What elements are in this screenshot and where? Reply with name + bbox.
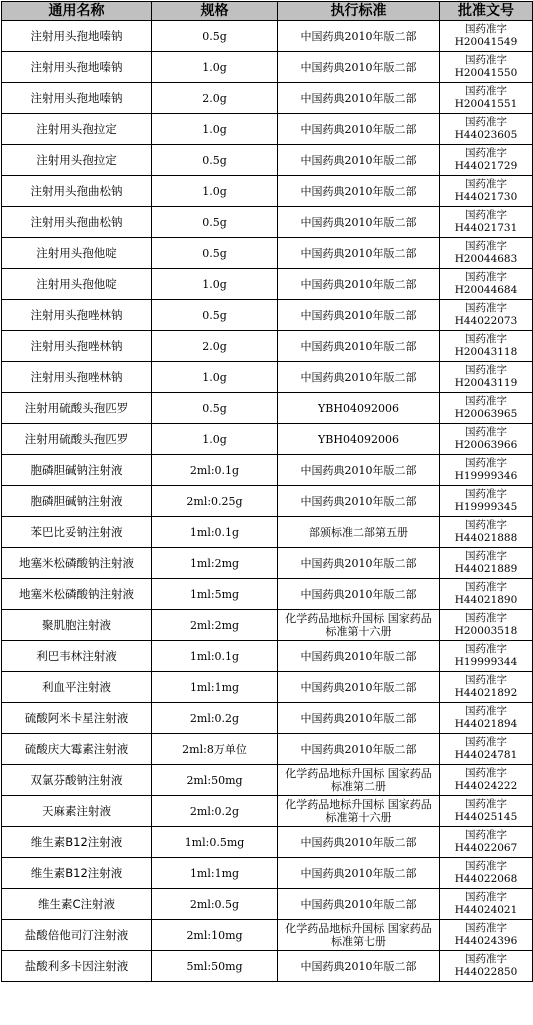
approval-prefix: 国药准字	[465, 178, 507, 190]
specification-cell: 1ml:0.5mg	[152, 827, 278, 858]
standard-cell: 中国药典2010年版二部	[278, 176, 440, 207]
generic-name-cell: 维生素B12注射液	[2, 858, 152, 889]
generic-name-cell: 注射用头孢地嗪钠	[2, 83, 152, 114]
generic-name-cell: 苯巴比妥钠注射液	[2, 517, 152, 548]
specification-cell: 1ml:0.1g	[152, 517, 278, 548]
header-row	[2, 2, 533, 21]
approval-code: H44022850	[454, 966, 518, 978]
specification-cell: 2.0g	[152, 83, 278, 114]
approval-number-cell	[440, 83, 533, 114]
approval-code: H19999346	[454, 470, 518, 482]
table-row	[2, 269, 533, 300]
approval-prefix: 国药准字	[465, 612, 507, 624]
table-row	[2, 114, 533, 145]
approval-code: H44022073	[454, 315, 518, 327]
approval-code: H20003518	[454, 625, 518, 637]
approval-prefix: 国药准字	[465, 147, 507, 159]
approval-number-cell	[440, 393, 533, 424]
standard-cell: 化学药品地标升国标 国家药品标准第十六册	[278, 610, 440, 641]
specification-cell: 1.0g	[152, 362, 278, 393]
generic-name-cell: 盐酸倍他司汀注射液	[2, 920, 152, 951]
approval-prefix: 国药准字	[465, 302, 507, 314]
approval-number-cell	[440, 238, 533, 269]
approval-prefix: 国药准字	[465, 798, 507, 810]
approval-number-cell	[440, 207, 533, 238]
specification-cell: 2ml:8万单位	[152, 734, 278, 765]
approval-code: H44021731	[454, 222, 518, 234]
standard-cell: 中国药典2010年版二部	[278, 858, 440, 889]
approval-prefix: 国药准字	[465, 550, 507, 562]
standard-cell: 中国药典2010年版二部	[278, 455, 440, 486]
table-row	[2, 52, 533, 83]
approval-number-cell	[440, 858, 533, 889]
specification-cell: 0.5g	[152, 145, 278, 176]
approval-code: H19999344	[454, 656, 518, 668]
approval-number-cell	[440, 672, 533, 703]
specification-cell: 2ml:0.25g	[152, 486, 278, 517]
approval-code: H44021730	[454, 191, 518, 203]
approval-code: H44021892	[454, 687, 518, 699]
approval-number-cell	[440, 300, 533, 331]
approval-code: H20063966	[454, 439, 518, 451]
table-row	[2, 765, 533, 796]
table-row	[2, 920, 533, 951]
approval-code: H44024396	[454, 935, 518, 947]
approval-number-cell	[440, 889, 533, 920]
approval-code: H44022068	[454, 873, 518, 885]
generic-name-cell: 聚肌胞注射液	[2, 610, 152, 641]
standard-cell: 中国药典2010年版二部	[278, 83, 440, 114]
approval-code: H20041549	[454, 36, 518, 48]
approval-code: H44024781	[454, 749, 518, 761]
approval-code: H20044683	[454, 253, 518, 265]
table-row	[2, 145, 533, 176]
approval-code: H20041550	[454, 67, 518, 79]
approval-number-cell	[440, 579, 533, 610]
specification-cell: 1ml:1mg	[152, 858, 278, 889]
specification-cell: 1ml:0.1g	[152, 641, 278, 672]
table-body	[2, 21, 533, 982]
table-row	[2, 517, 533, 548]
approval-code: H20041551	[454, 98, 518, 110]
generic-name-cell: 注射用头孢拉定	[2, 145, 152, 176]
specification-cell: 2ml:0.5g	[152, 889, 278, 920]
generic-name-cell: 天麻素注射液	[2, 796, 152, 827]
table-row	[2, 889, 533, 920]
table-row	[2, 951, 533, 982]
standard-cell: 中国药典2010年版二部	[278, 641, 440, 672]
standard-cell: 中国药典2010年版二部	[278, 672, 440, 703]
table-row	[2, 486, 533, 517]
table-row	[2, 610, 533, 641]
approval-prefix: 国药准字	[465, 581, 507, 593]
generic-name-cell: 地塞米松磷酸钠注射液	[2, 579, 152, 610]
table-row	[2, 331, 533, 362]
table-row	[2, 207, 533, 238]
specification-cell: 2ml:0.1g	[152, 455, 278, 486]
generic-name-cell: 双氯芬酸钠注射液	[2, 765, 152, 796]
approval-code: H20043119	[454, 377, 518, 389]
standard-cell: 部颁标准二部第五册	[278, 517, 440, 548]
standard-cell: 中国药典2010年版二部	[278, 145, 440, 176]
approval-prefix: 国药准字	[465, 209, 507, 221]
approval-code: H44021729	[454, 160, 518, 172]
standard-cell: 中国药典2010年版二部	[278, 579, 440, 610]
specification-cell: 2ml:0.2g	[152, 796, 278, 827]
table-row	[2, 176, 533, 207]
standard-cell: 中国药典2010年版二部	[278, 889, 440, 920]
standard-cell: 中国药典2010年版二部	[278, 362, 440, 393]
generic-name-cell: 利巴韦林注射液	[2, 641, 152, 672]
approval-prefix: 国药准字	[465, 519, 507, 531]
generic-name-cell: 注射用头孢他啶	[2, 238, 152, 269]
approval-prefix: 国药准字	[465, 922, 507, 934]
generic-name-cell: 注射用头孢唑林钠	[2, 362, 152, 393]
table-row	[2, 734, 533, 765]
table-row	[2, 424, 533, 455]
approval-number-cell	[440, 641, 533, 672]
approval-number-cell	[440, 176, 533, 207]
standard-cell: 化学药品地标升国标 国家药品标准第二册	[278, 765, 440, 796]
approval-number-cell	[440, 827, 533, 858]
approval-code: H44025145	[454, 811, 518, 823]
table-row	[2, 238, 533, 269]
generic-name-cell: 注射用硫酸头孢匹罗	[2, 393, 152, 424]
approval-prefix: 国药准字	[465, 643, 507, 655]
generic-name-cell: 硫酸阿米卡星注射液	[2, 703, 152, 734]
approval-number-cell	[440, 21, 533, 52]
approval-number-cell	[440, 331, 533, 362]
standard-cell: 中国药典2010年版二部	[278, 734, 440, 765]
approval-prefix: 国药准字	[465, 333, 507, 345]
standard-cell: 中国药典2010年版二部	[278, 21, 440, 52]
table-row	[2, 827, 533, 858]
approval-code: H44021889	[454, 563, 518, 575]
specification-cell: 0.5g	[152, 238, 278, 269]
approval-prefix: 国药准字	[465, 271, 507, 283]
specification-cell: 1ml:5mg	[152, 579, 278, 610]
specification-cell: 0.5g	[152, 300, 278, 331]
standard-cell: 中国药典2010年版二部	[278, 52, 440, 83]
approval-code: H44024222	[454, 780, 518, 792]
approval-number-cell	[440, 362, 533, 393]
standard-cell: 化学药品地标升国标 国家药品标准第七册	[278, 920, 440, 951]
table-row	[2, 579, 533, 610]
generic-name-cell: 维生素C注射液	[2, 889, 152, 920]
standard-cell: 中国药典2010年版二部	[278, 548, 440, 579]
standard-cell: 中国药典2010年版二部	[278, 207, 440, 238]
approval-number-cell	[440, 548, 533, 579]
approval-number-cell	[440, 145, 533, 176]
standard-cell: 中国药典2010年版二部	[278, 238, 440, 269]
generic-name-cell: 胞磷胆碱钠注射液	[2, 486, 152, 517]
approval-prefix: 国药准字	[465, 891, 507, 903]
approval-number-cell	[440, 424, 533, 455]
approval-code: H44021890	[454, 594, 518, 606]
approval-number-cell	[440, 455, 533, 486]
approval-number-cell	[440, 486, 533, 517]
table-row	[2, 455, 533, 486]
approval-code: H44021894	[454, 718, 518, 730]
approval-code: H44023605	[454, 129, 518, 141]
standard-cell: 中国药典2010年版二部	[278, 827, 440, 858]
header-specification: 规格	[152, 2, 278, 21]
drug-approval-table	[1, 1, 533, 982]
generic-name-cell: 维生素B12注射液	[2, 827, 152, 858]
standard-cell: 中国药典2010年版二部	[278, 269, 440, 300]
generic-name-cell: 注射用头孢曲松钠	[2, 176, 152, 207]
approval-number-cell	[440, 703, 533, 734]
generic-name-cell: 注射用硫酸头孢匹罗	[2, 424, 152, 455]
generic-name-cell: 地塞米松磷酸钠注射液	[2, 548, 152, 579]
specification-cell: 1.0g	[152, 269, 278, 300]
specification-cell: 2ml:10mg	[152, 920, 278, 951]
standard-cell: 中国药典2010年版二部	[278, 331, 440, 362]
standard-cell: 中国药典2010年版二部	[278, 703, 440, 734]
approval-prefix: 国药准字	[465, 767, 507, 779]
approval-prefix: 国药准字	[465, 705, 507, 717]
specification-cell: 2ml:0.2g	[152, 703, 278, 734]
table-row	[2, 300, 533, 331]
approval-prefix: 国药准字	[465, 23, 507, 35]
approval-number-cell	[440, 517, 533, 548]
generic-name-cell: 注射用头孢唑林钠	[2, 300, 152, 331]
header-standard: 执行标准	[278, 2, 440, 21]
specification-cell: 1ml:2mg	[152, 548, 278, 579]
specification-cell: 1.0g	[152, 52, 278, 83]
approval-prefix: 国药准字	[465, 674, 507, 686]
standard-cell: 中国药典2010年版二部	[278, 114, 440, 145]
specification-cell: 2ml:50mg	[152, 765, 278, 796]
table-row	[2, 548, 533, 579]
standard-cell: 中国药典2010年版二部	[278, 951, 440, 982]
approval-code: H44024021	[454, 904, 518, 916]
generic-name-cell: 注射用头孢拉定	[2, 114, 152, 145]
approval-number-cell	[440, 765, 533, 796]
specification-cell: 5ml:50mg	[152, 951, 278, 982]
approval-number-cell	[440, 734, 533, 765]
standard-cell: YBH04092006	[278, 393, 440, 424]
specification-cell: 2.0g	[152, 331, 278, 362]
generic-name-cell: 注射用头孢他啶	[2, 269, 152, 300]
approval-code: H44022067	[454, 842, 518, 854]
table-row	[2, 703, 533, 734]
table-row	[2, 362, 533, 393]
approval-prefix: 国药准字	[465, 426, 507, 438]
table-row	[2, 21, 533, 52]
table-row	[2, 796, 533, 827]
approval-prefix: 国药准字	[465, 860, 507, 872]
specification-cell: 1ml:1mg	[152, 672, 278, 703]
approval-number-cell	[440, 114, 533, 145]
specification-cell: 0.5g	[152, 393, 278, 424]
header-approval-number: 批准文号	[440, 2, 533, 21]
table-row	[2, 641, 533, 672]
header-generic-name: 通用名称	[2, 2, 152, 21]
generic-name-cell: 注射用头孢地嗪钠	[2, 52, 152, 83]
approval-number-cell	[440, 610, 533, 641]
generic-name-cell: 利血平注射液	[2, 672, 152, 703]
specification-cell: 1.0g	[152, 114, 278, 145]
approval-prefix: 国药准字	[465, 364, 507, 376]
standard-cell: 化学药品地标升国标 国家药品标准第十六册	[278, 796, 440, 827]
generic-name-cell: 注射用头孢唑林钠	[2, 331, 152, 362]
approval-code: H20063965	[454, 408, 518, 420]
approval-prefix: 国药准字	[465, 116, 507, 128]
approval-prefix: 国药准字	[465, 457, 507, 469]
generic-name-cell: 盐酸利多卡因注射液	[2, 951, 152, 982]
approval-prefix: 国药准字	[465, 953, 507, 965]
standard-cell: 中国药典2010年版二部	[278, 486, 440, 517]
table-row	[2, 672, 533, 703]
standard-cell: 中国药典2010年版二部	[278, 300, 440, 331]
approval-code: H44021888	[454, 532, 518, 544]
approval-code: H19999345	[454, 501, 518, 513]
table-row	[2, 858, 533, 889]
standard-cell: YBH04092006	[278, 424, 440, 455]
generic-name-cell: 注射用头孢地嗪钠	[2, 21, 152, 52]
approval-prefix: 国药准字	[465, 85, 507, 97]
approval-prefix: 国药准字	[465, 829, 507, 841]
generic-name-cell: 胞磷胆碱钠注射液	[2, 455, 152, 486]
approval-number-cell	[440, 269, 533, 300]
generic-name-cell: 注射用头孢曲松钠	[2, 207, 152, 238]
approval-prefix: 国药准字	[465, 54, 507, 66]
table-row	[2, 393, 533, 424]
approval-number-cell	[440, 951, 533, 982]
approval-number-cell	[440, 796, 533, 827]
specification-cell: 0.5g	[152, 207, 278, 238]
specification-cell: 1.0g	[152, 176, 278, 207]
approval-prefix: 国药准字	[465, 395, 507, 407]
approval-code: H20044684	[454, 284, 518, 296]
approval-number-cell	[440, 52, 533, 83]
approval-number-cell	[440, 920, 533, 951]
specification-cell: 1.0g	[152, 424, 278, 455]
approval-prefix: 国药准字	[465, 736, 507, 748]
table-row	[2, 83, 533, 114]
approval-prefix: 国药准字	[465, 240, 507, 252]
approval-code: H20043118	[454, 346, 518, 358]
specification-cell: 0.5g	[152, 21, 278, 52]
generic-name-cell: 硫酸庆大霉素注射液	[2, 734, 152, 765]
specification-cell: 2ml:2mg	[152, 610, 278, 641]
approval-prefix: 国药准字	[465, 488, 507, 500]
